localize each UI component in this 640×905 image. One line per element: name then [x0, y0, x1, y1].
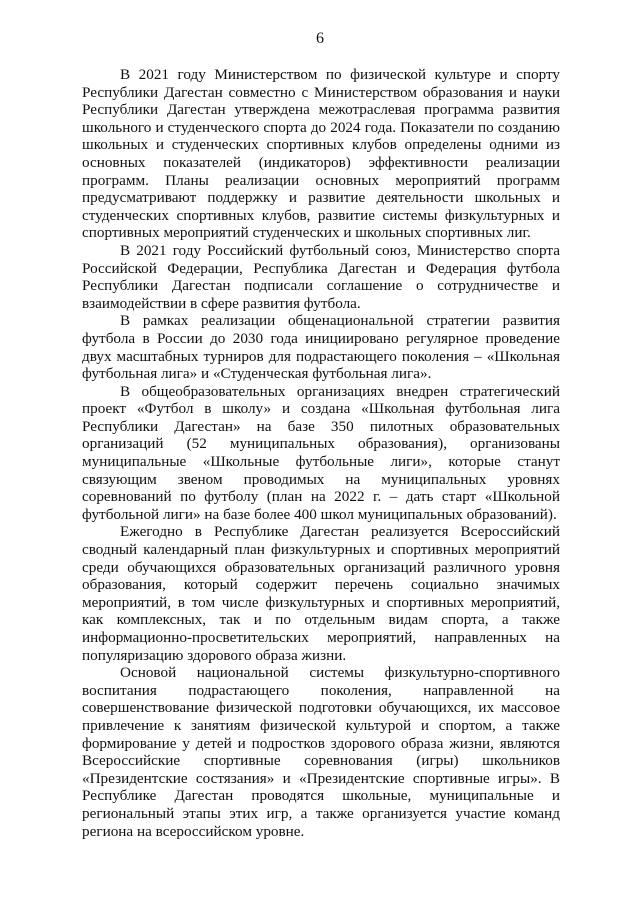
paragraph-school-student-sport-program: В 2021 году Министерством по физической культуре и спорту Республики Дагестан совместно с Министерством образования и науки Республики Дагестан утверждена межотраслевая программа развития школьного и студенческого спорта до 2024 года. Показатели по созданию школьных и студенческих спортивных клубов определены одними из основных показателей (индикаторов) эффективности реализации программ. Планы реализации основных мероприятий программ предусматривают поддержку и развитие деятельности школьных и студенческих спортивных клубов, развитие системы физкультурных и спортивных мероприятий студенческих и школьных спортивных лиг. [82, 66, 560, 242]
paragraph-football-strategy: В рамках реализации общенациональной стратегии развития футбола в России до 2030 года инициировано регулярное проведение двух масштабных турниров для подрастающего поколения – «Школьная футбольная лига» и «Студенческая футбольная лига». [82, 312, 560, 383]
page-number: 6 [316, 30, 324, 47]
paragraph-presidential-games: Основой национальной системы физкультурно-спортивного воспитания подрастающего поколения, направленной на совершенствование физической подготовки обучающихся, их массовое привлечение к занятиям физической культурой и спортом, а также формирование у детей и подростков здорового образа жизни, являются Всероссийские спортивные соревнования (игры) школьников «Президентские состязания» и «Президентские спортивные игры». В Республике Дагестан проводятся школьные, муниципальные и региональный этапы этих игр, а также организуется участие команд региона на всероссийском уровне. [82, 664, 560, 840]
paragraph-football-agreement: В 2021 году Российский футбольный союз, Министерство спорта Российской Федерации, Республика Дагестан и Федерация футбола Республики Дагестан подписали соглашение о сотрудничестве и взаимодействии в сфере развития футбола. [82, 241, 560, 312]
body-text [82, 66, 560, 840]
paragraph-football-in-school: В общеобразовательных организациях внедрен стратегический проект «Футбол в школу» и создана «Школьная футбольная лига Республики Дагестан» на базе 350 пилотных образовательных организаций (52 муниципальных образования), организованы муниципальные «Школьные футбольные лиги», которые станут связующим звеном проводимых на муниципальных уровнях соревнований по футболу (план на 2022 г. – дать старт «Школьной футбольной лиги» на базе более 400 школ муниципальных образований). [82, 382, 560, 523]
paragraph-sports-calendar-plan: Ежегодно в Республике Дагестан реализуется Всероссийский сводный календарный план физкультурных и спортивных мероприятий среди обучающихся образовательных организаций различного уровня образования, который содержит перечень социально значимых мероприятий, в том числе физкультурных и спортивных мероприятий, как комплексных, так и по отдельным видам спорта, а также информационно-просветительских мероприятий, направленных на популяризацию здорового образа жизни. [82, 523, 560, 664]
